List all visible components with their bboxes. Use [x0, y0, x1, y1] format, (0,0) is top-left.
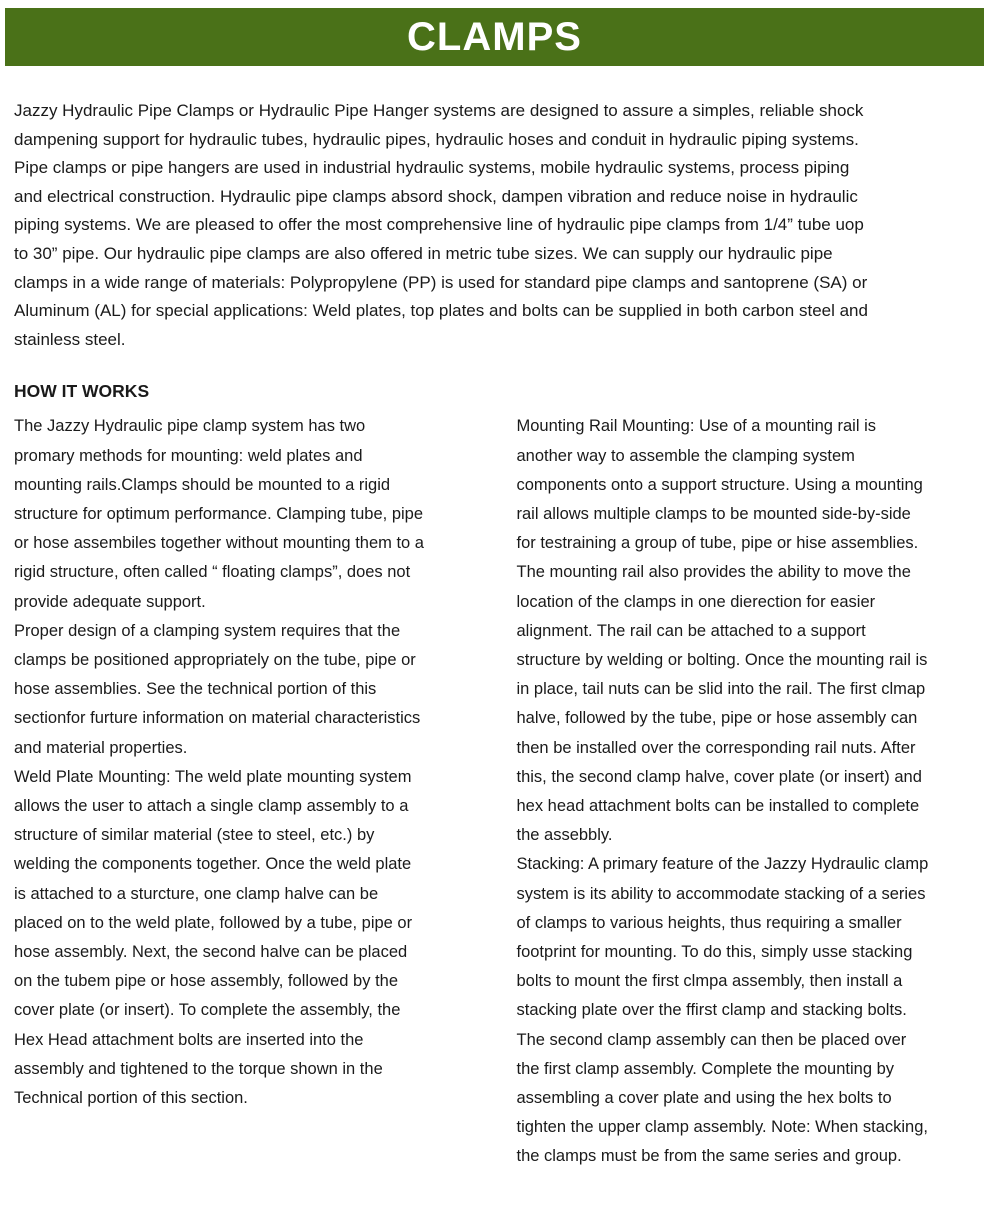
text-line: structure for optimum performance. Clamping tube, pipe: [14, 504, 424, 523]
text-line: the assebbly.: [516, 826, 613, 845]
text-line: clamps in a wide range of materials: Polypropylene (PP) is used for standard pipe clamps and santoprene (SA) or: [14, 272, 868, 292]
text-line: on the tubem pipe or hose assembly, followed by the: [14, 972, 399, 991]
text-line: Aluminum (AL) for special applications: Weld plates, top plates and bolts can be supplied in both carbon steel and: [14, 301, 868, 321]
text-line: bolts to mount the first clmpa assembly, then install a: [516, 972, 903, 991]
two-column-layout: [14, 412, 975, 1171]
text-line: then be installed over the corresponding rail nuts. After: [516, 738, 916, 757]
text-line: assembly and tightened to the torque shown in the: [14, 1059, 383, 1078]
text-line: and material properties.: [14, 738, 188, 757]
text-line: rigid structure, often called “ floating clamps”, does not: [14, 563, 411, 582]
text-line: in place, tail nuts can be slid into the rail. The first clmap: [516, 680, 926, 699]
document-page: [0, 8, 989, 1172]
text-line: of clamps to various heights, thus requiring a smaller: [516, 913, 902, 932]
text-line: Stacking: A primary feature of the Jazzy Hydraulic clamp: [516, 855, 929, 874]
right-column: [517, 412, 976, 1171]
text-line: placed on to the weld plate, followed by a tube, pipe or: [14, 913, 413, 932]
text-line: promary methods for mounting: weld plates and: [14, 446, 363, 465]
left-column: [14, 412, 473, 1171]
text-line: The mounting rail also provides the ability to move the: [516, 563, 911, 582]
page-title: CLAMPS: [407, 14, 582, 59]
text-line: sectionfor furture information on material characteristics: [14, 709, 421, 728]
page-header-bar: [5, 8, 984, 66]
text-line: location of the clamps in one dierection for easier: [516, 592, 876, 611]
text-line: stacking plate over the ffirst clamp and stacking bolts.: [516, 1001, 907, 1020]
text-line: rail allows multiple clamps to be mounted side-by-side: [516, 504, 911, 523]
text-line: hex head attachment bolts can be installed to complete: [516, 796, 920, 815]
text-line: this, the second clamp halve, cover plate (or insert) and: [516, 767, 922, 786]
text-line: to 30” pipe. Our hydraulic pipe clamps are also offered in metric tube sizes. We can supply our hydraulic pipe: [14, 243, 833, 263]
text-line: The second clamp assembly can then be placed over: [516, 1030, 907, 1049]
text-line: Weld Plate Mounting: The weld plate mounting system: [14, 767, 412, 786]
text-line: Pipe clamps or pipe hangers are used in industrial hydraulic systems, mobile hydraulic systems, process piping: [14, 158, 850, 178]
text-line: structure by welding or bolting. Once the mounting rail is: [516, 650, 928, 669]
text-line: stainless steel.: [14, 329, 126, 349]
text-line: cover plate (or insert). To complete the assembly, the: [14, 1001, 401, 1020]
text-line: assembling a cover plate and using the hex bolts to: [516, 1089, 892, 1108]
how-it-works-heading: HOW IT WORKS: [14, 381, 150, 402]
text-line: piping systems. We are pleased to offer the most comprehensive line of hydraulic pipe clamps from 1/4” tube uop: [14, 215, 864, 235]
text-line: Technical portion of this section.: [14, 1089, 248, 1108]
text-line: Mounting Rail Mounting: Use of a mounting rail is: [516, 417, 877, 436]
text-line: halve, followed by the tube, pipe or hose assembly can: [516, 709, 918, 728]
text-line: The Jazzy Hydraulic pipe clamp system has two: [14, 417, 366, 436]
text-line: Hex Head attachment bolts are inserted into the: [14, 1030, 364, 1049]
text-line: structure of similar material (stee to steel, etc.) by: [14, 826, 375, 845]
text-line: or hose assembiles together without mounting them to a: [14, 534, 424, 553]
text-line: is attached to a sturcture, one clamp halve can be: [14, 884, 379, 903]
text-line: hose assembly. Next, the second halve can be placed: [14, 943, 408, 961]
text-line: allows the user to attach a single clamp assembly to a: [14, 796, 409, 815]
text-line: alignment. The rail can be attached to a support: [516, 621, 866, 640]
text-line: for testraining a group of tube, pipe or hise assemblies.: [516, 534, 919, 553]
text-line: Proper design of a clamping system requires that the: [14, 621, 401, 640]
text-line: footprint for mounting. To do this, simply usse stacking: [516, 943, 913, 961]
text-line: components onto a support structure. Using a mounting: [516, 475, 923, 494]
text-line: tighten the upper clamp assembly. Note: When stacking,: [516, 1118, 928, 1137]
text-line: the first clamp assembly. Complete the mounting by: [516, 1059, 895, 1078]
text-line: hose assemblies. See the technical portion of this: [14, 680, 377, 699]
intro-paragraph: [14, 97, 975, 354]
text-line: and electrical construction. Hydraulic pipe clamps absord shock, dampen vibration and reduce noise in hydraulic: [14, 186, 858, 206]
text-line: another way to assemble the clamping system: [516, 446, 855, 465]
text-line: dampening support for hydraulic tubes, hydraulic pipes, hydraulic hoses and conduit in hydraulic piping systems.: [14, 129, 859, 149]
text-line: clamps be positioned appropriately on the tube, pipe or: [14, 650, 416, 669]
text-line: system is its ability to accommodate stacking of a series: [516, 884, 926, 903]
text-line: provide adequate support.: [14, 592, 206, 611]
text-line: welding the components together. Once the weld plate: [14, 855, 412, 874]
text-line: mounting rails.Clamps should be mounted to a rigid: [14, 475, 391, 494]
text-line: the clamps must be from the same series and group.: [516, 1147, 902, 1166]
text-line: Jazzy Hydraulic Pipe Clamps or Hydraulic Pipe Hanger systems are designed to assure a simples, reliable shock: [14, 101, 864, 120]
